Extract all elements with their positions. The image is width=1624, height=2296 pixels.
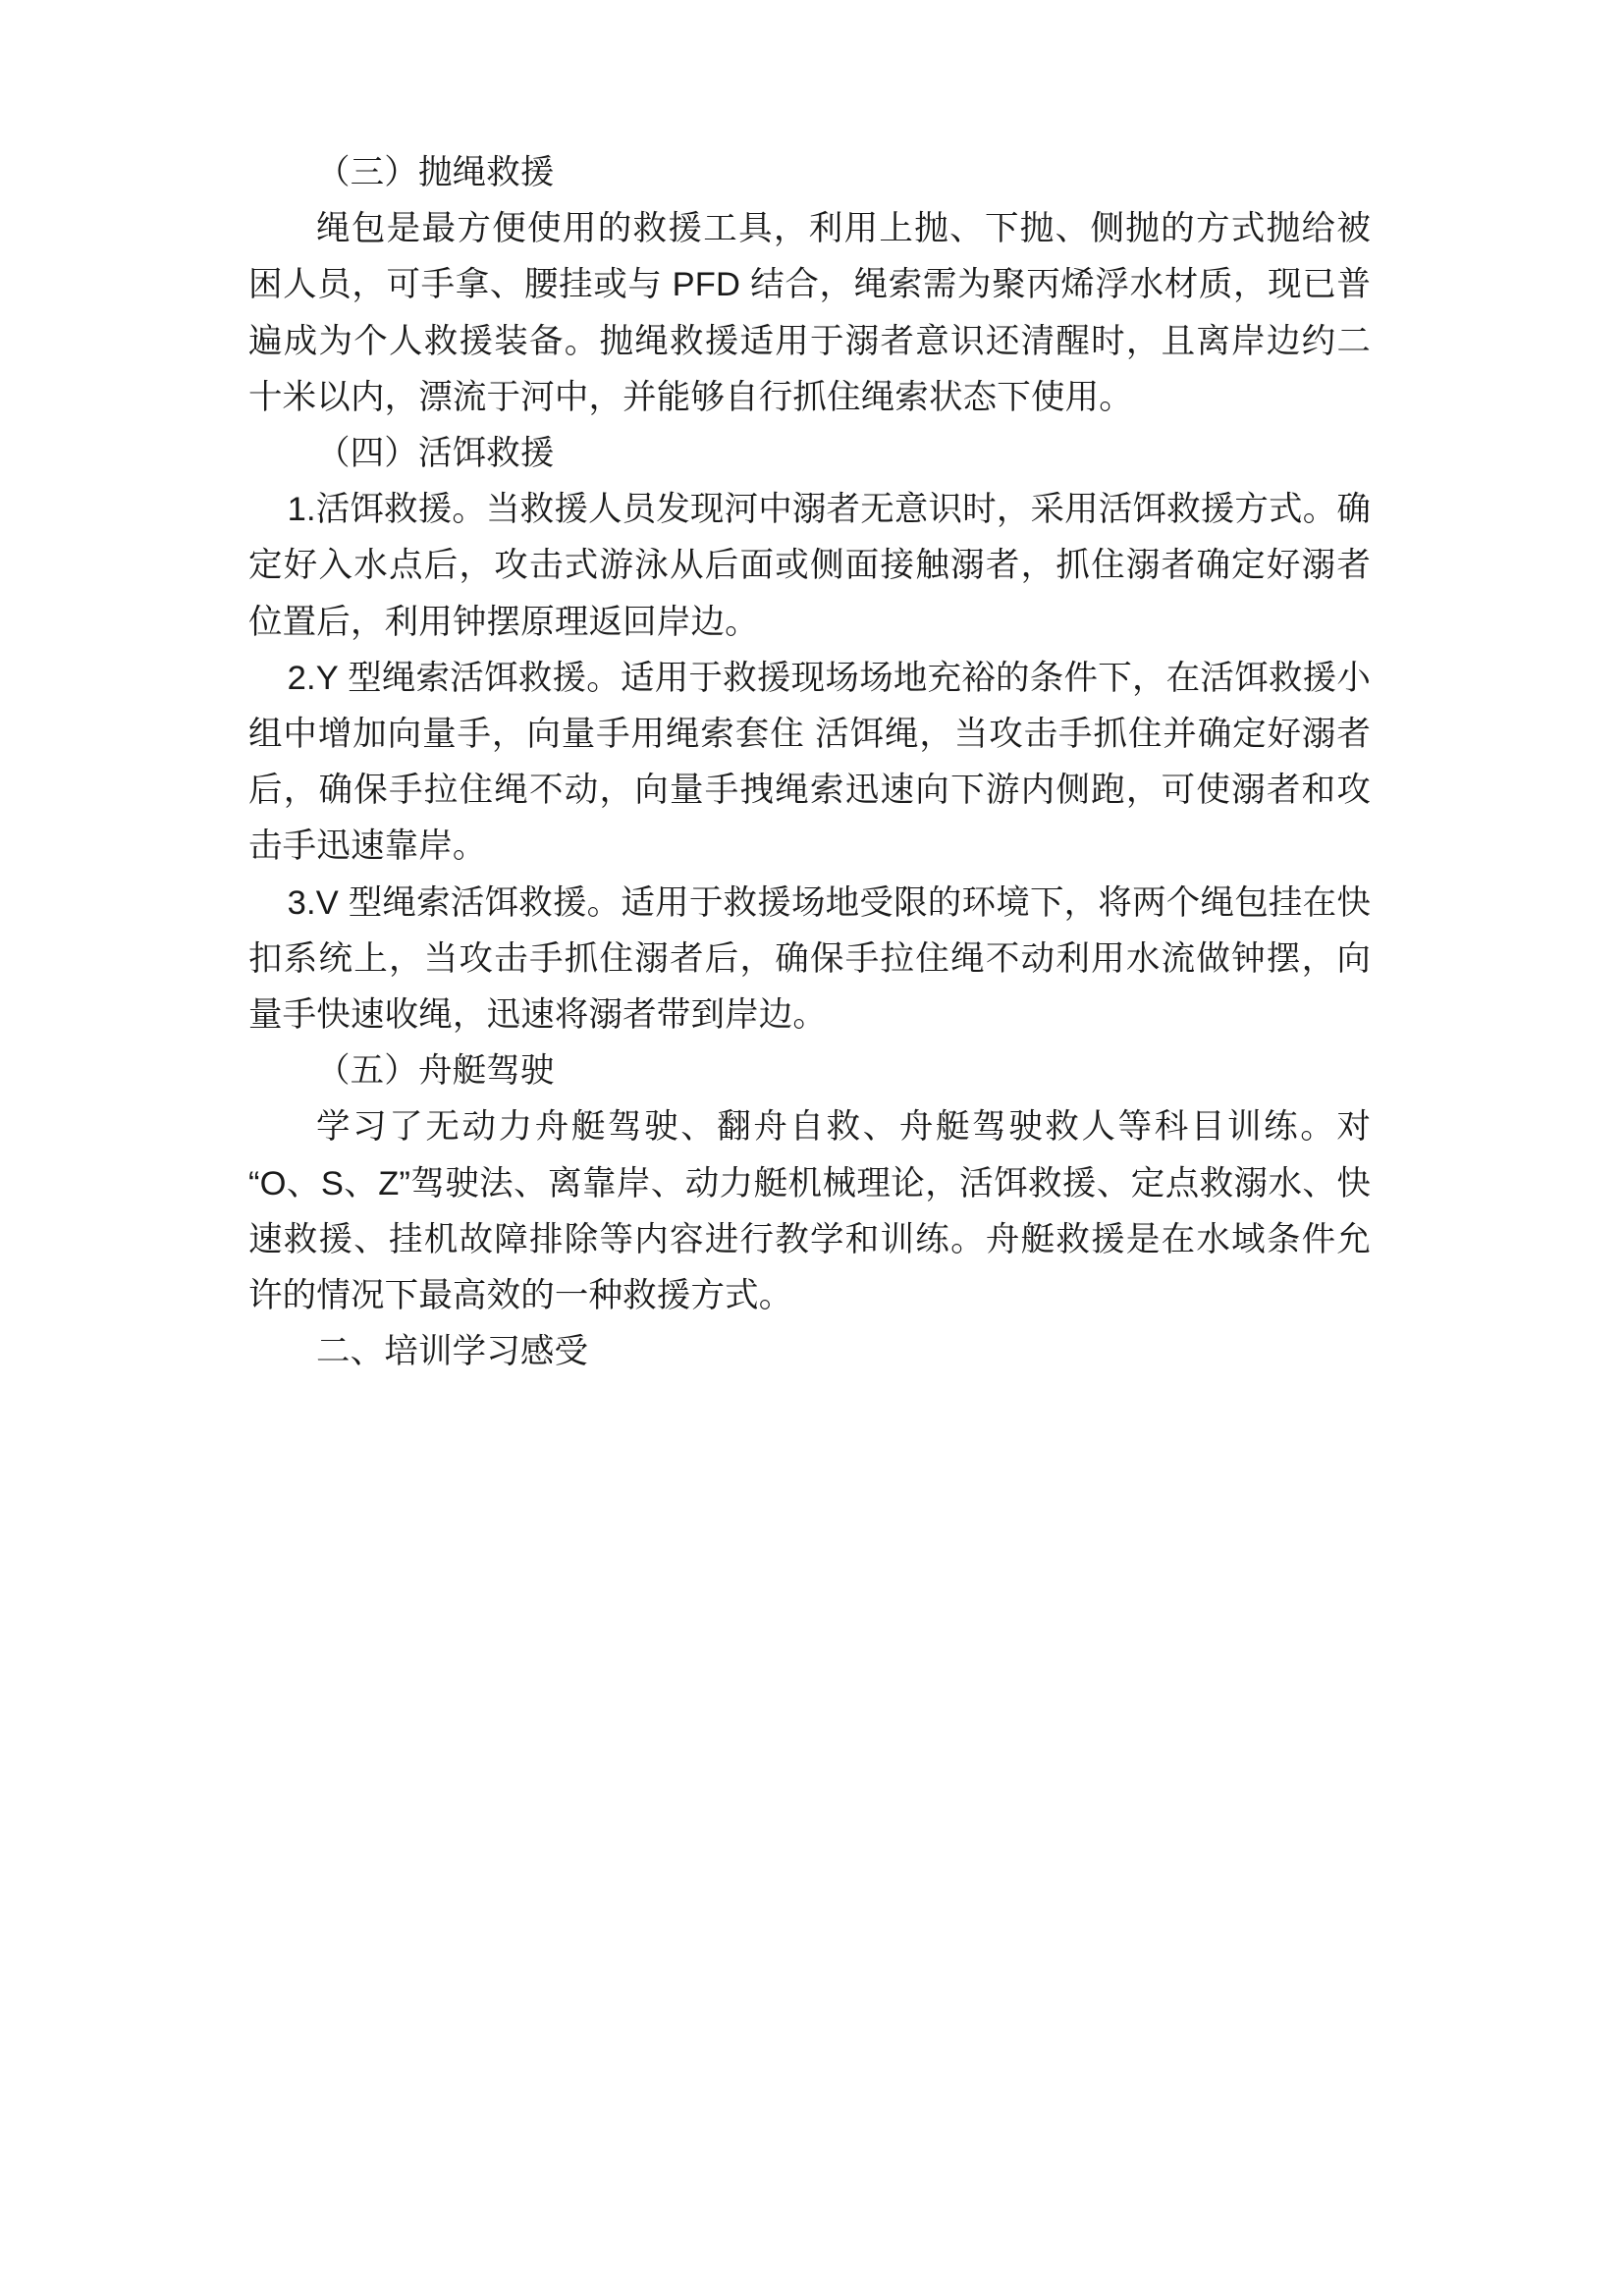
paragraph-live-bait-item-3: 3.V 型绳索活饵救援。适用于救援场地受限的环境下，将两个绳包挂在快扣系统上，当攻击手抓住溺者后，确保手拉住绳不动利用水流做钟摆，向量手快速收绳，迅速将溺者带到岸边。 xyxy=(248,883,1371,1035)
section-heading-four: （四）活饵救援 xyxy=(316,435,555,473)
document-body xyxy=(248,145,1371,1380)
section-heading-three: （三）抛绳救援 xyxy=(316,154,555,191)
paragraph-live-bait-item-1: 1.活饵救援。当救援人员发现河中溺者无意识时，采用活饵救援方式。确定好入水点后，攻击式游泳从后面或侧面接触溺者，抓住溺者确定好溺者位置后，利用钟摆原理返回岸边。 xyxy=(248,491,1371,641)
paragraph-boat-driving: 学习了无动力舟艇驾驶、翻舟自救、舟艇驾驶救人等科目训练。对“O、S、Z”驾驶法、离靠岸、动力艇机械理论，活饵救援、定点救溺水、快速救援、挂机故障排除等内容进行教学和训练。舟艇救援是在水域条件允许的情况下最高效的一种救援方式。 xyxy=(248,1108,1371,1315)
paragraph-live-bait-item-2: 2.Y 型绳索活饵救援。适用于救援现场场地充裕的条件下，在活饵救援小组中增加向量手，向量手用绳索套住 活饵绳，当攻击手抓住并确定好溺者后，确保手拉住绳不动，向量手拽绳索迅速向下游内侧跑，可使溺者和攻击手迅速靠岸。 xyxy=(248,659,1371,866)
section-heading-five: （五）舟艇驾驶 xyxy=(316,1052,555,1091)
section-heading-two-training-reflections: 二、培训学习感受 xyxy=(316,1333,589,1371)
paragraph-rope-rescue: 绳包是最方便使用的救援工具，利用上抛、下抛、侧抛的方式抛给被困人员，可手拿、腰挂或与 PFD 结合，绳索需为聚丙烯浮水材质，现已普遍成为个人救援装备。抛绳救援适用于溺者意识还清醒时，且离岸边约二十米以内，漂流于河中，并能够自行抓住绳索状态下使用。 xyxy=(248,210,1371,416)
